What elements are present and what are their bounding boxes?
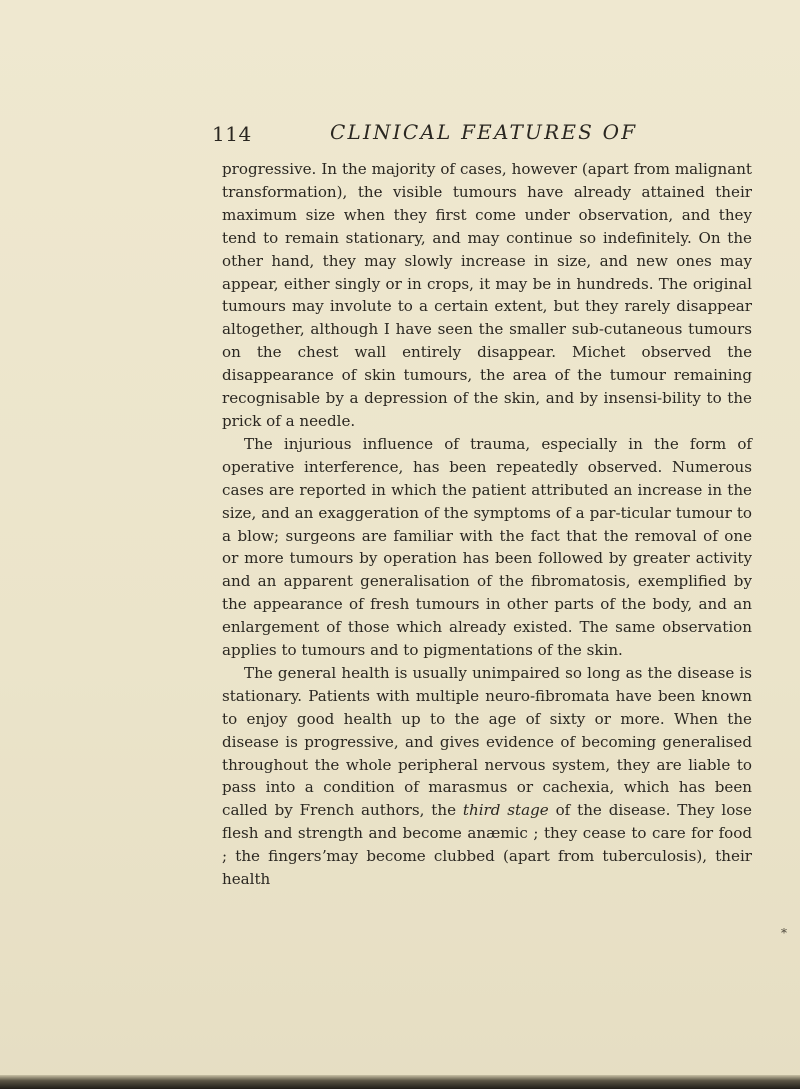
paragraph-3 (222, 662, 752, 891)
paragraph-2: The injurious influence of trauma, especially in the form of operative interference, has been repeatedly observed. Numerous cases are reported in which the patient attributed an increase in the size, and an exaggeration of the symptoms of a par-ticular tumour to a blow; surgeons are familiar with the fact that the removal of one or more tumours by operation has been followed by greater activity and an apparent generalisation of the fibromatosis, exemplified by the appearance of fresh tumours in other parts of the body, and an enlargement of those which already existed. The same observation applies to tumours and to pigmentations of the skin. (222, 434, 752, 660)
paragraph-1: progressive. In the majority of cases, however (apart from malignant transformation), the visible tumours have already attained their maximum size when they first come under observation, and they tend to remain stationary, and may continue so indefinitely. On the other hand, they may slowly increase in size, and new ones may appear, either singly or in crops, it may be in hundreds. The original tumours may involute to a certain extent, but they rarely disappear altogether, although I have seen the smaller sub-cutaneous tumours on the chest wall entirely disappear. Michet observed the disappearance of skin tumours, the area of the tumour remaining recognisable by a depression of the skin, and by insensi-bility to the prick of a needle. (222, 160, 752, 430)
page-number: 114 (212, 122, 252, 146)
paragraph-3-text-before: The general health is usually unimpaired so long as the disease is stationary. Patients with multiple neuro-fibromata have been known to enjoy good health up to the age of sixty or more. When the disease is progressive, and gives evidence of becoming generalised throughout the whole peripheral nervous system, they are liable to pass into a condition of marasmus or cachexia, which has been called by French authors, the (222, 663, 752, 820)
margin-mark: * (781, 926, 787, 940)
paragraph-3-text-after: of the disease. They lose flesh and strength and become anæmic ; they cease to care for food ; the fingersʼmay become clubbed (apart from tuberculosis), their health (222, 801, 752, 889)
running-head: CLINICAL FEATURES OF (330, 120, 638, 144)
page-header (212, 120, 772, 150)
scan-bottom-edge (0, 1075, 800, 1089)
paragraph-3-emphasis: third stage (462, 801, 549, 820)
body-text (222, 158, 752, 891)
